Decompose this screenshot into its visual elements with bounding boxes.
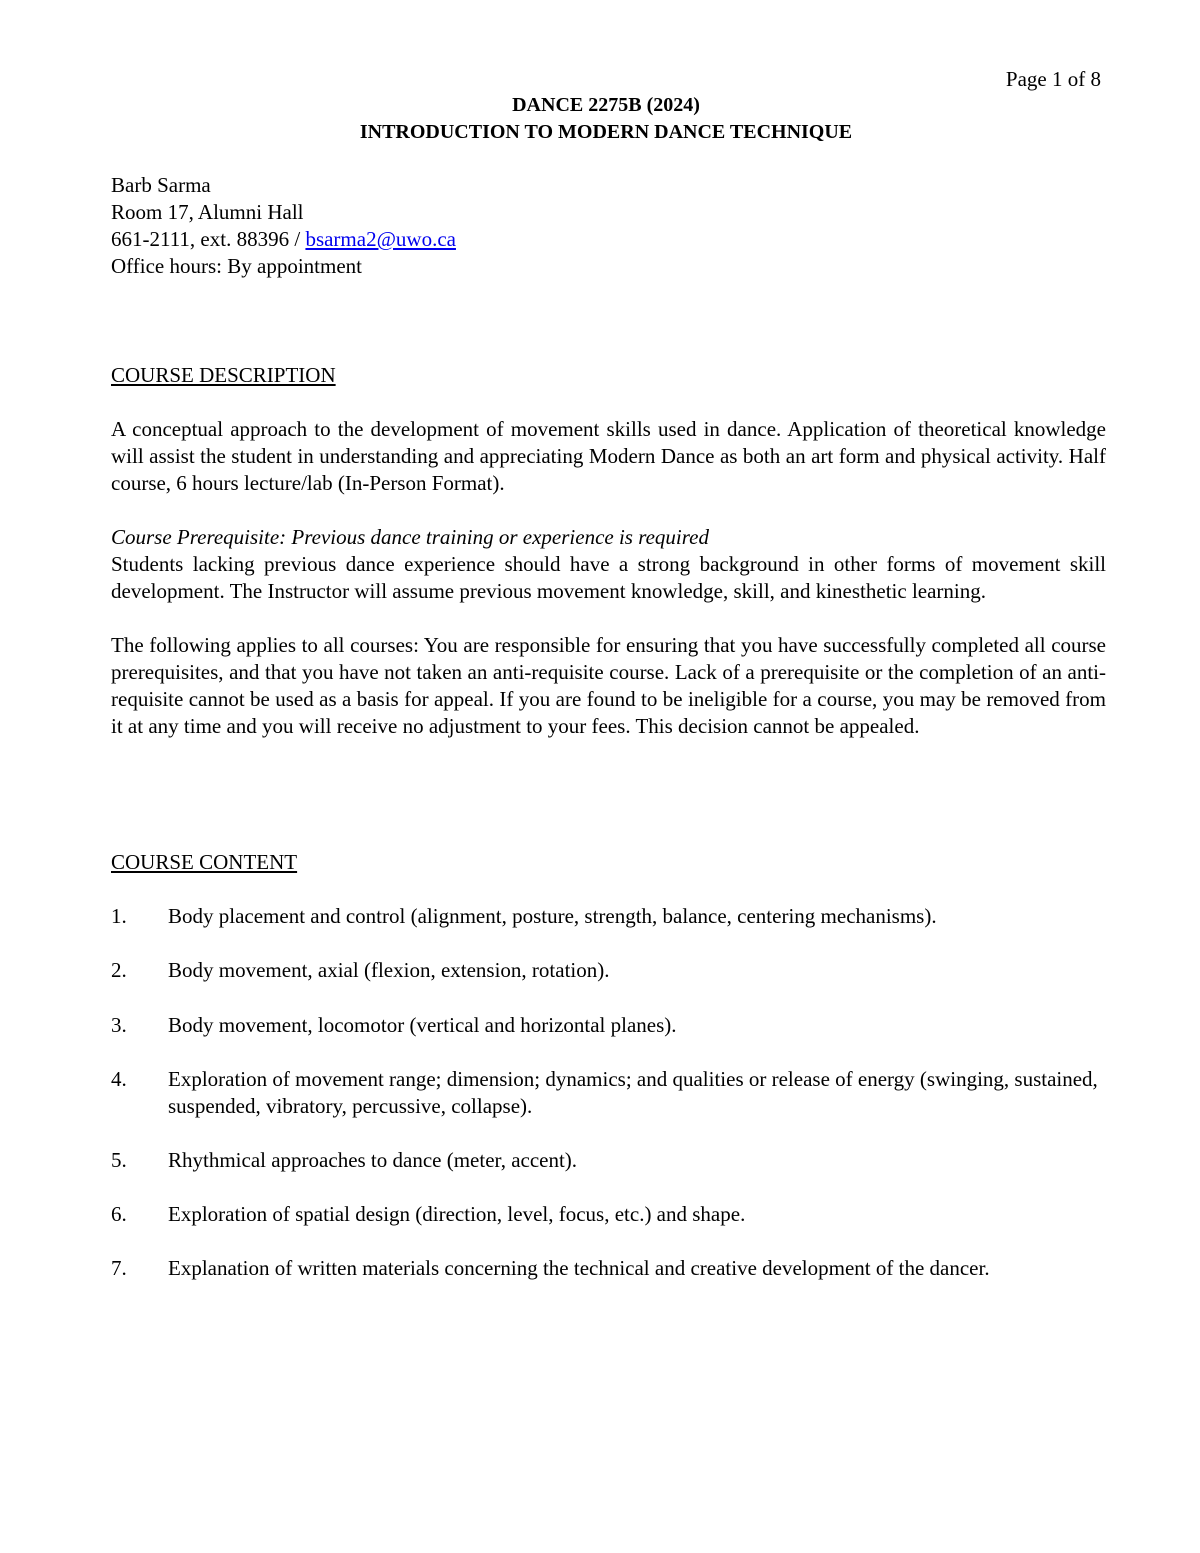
instructor-phone: 661-2111, ext. 88396 / [111,227,306,251]
prerequisite-block [111,524,1106,605]
policy-paragraph: The following applies to all courses: You are responsible for ensuring that you have successfully completed all course prerequisites, and that you have not taken an anti-requisite course. Lack of a prerequisite or the completion of an anti-requisite cannot be used as a basis for appeal. If you are found to be ineligible for a course, you may be removed from it at any time and you will receive no adjustment to your fees. This decision cannot be appealed. [111,633,1106,738]
list-item-text: Body movement, locomotor (vertical and horizontal planes). [168,1013,677,1037]
list-item-text: Exploration of movement range; dimension; dynamics; and qualities or release of energy (swinging, sustained, suspended, vibratory, percussive, collapse). [168,1067,1098,1118]
list-item-number: 6. [111,1202,127,1226]
course-description-heading [111,362,1106,389]
instructor-name: Barb Sarma [111,173,211,197]
office-hours: Office hours: By appointment [111,254,362,278]
list-item-number: 7. [111,1256,127,1280]
list-item-number: 4. [111,1067,127,1091]
list-item-text: Body placement and control (alignment, posture, strength, balance, centering mechanisms). [168,904,937,928]
list-item-number: 1. [111,904,127,928]
instructor-contact [111,226,456,253]
section-heading: COURSE CONTENT [111,850,298,874]
prerequisite-body: Students lacking previous dance experience should have a strong background in other forms of movement skill development. The Instructor will assume previous movement knowledge, skill, and kinesthetic learning. [111,552,1106,603]
title-block [0,92,1200,146]
list-item-text: Exploration of spatial design (direction, level, focus, etc.) and shape. [168,1202,746,1226]
prerequisite-label: Course Prerequisite: Previous dance training or experience is required [111,525,709,549]
course-title: INTRODUCTION TO MODERN DANCE TECHNIQUE [359,121,853,143]
section-heading: COURSE DESCRIPTION [111,363,336,387]
course-content-heading [111,849,1106,876]
course-description-body: A conceptual approach to the development of movement skills used in dance. Application of theoretical knowledge will assist the student in understanding and appreciating Modern Dance as both an art form and physical activity. Half course, 6 hours lecture/lab (In-Person Format). [111,417,1106,495]
instructor-email-link[interactable]: bsarma2@uwo.ca [305,227,456,251]
list-item-text: Rhythmical approaches to dance (meter, accent). [168,1148,578,1172]
list-item-number: 2. [111,958,127,982]
instructor-info [111,172,456,280]
instructor-room: Room 17, Alumni Hall [111,200,304,224]
list-item-number: 5. [111,1148,127,1172]
course-code: DANCE 2275B (2024) [512,94,700,116]
page-number: Page 1 of 8 [1005,67,1101,91]
list-item-number: 3. [111,1013,127,1037]
list-item-text: Explanation of written materials concerning the technical and creative development of the dancer. [168,1256,990,1280]
list-item-text: Body movement, axial (flexion, extension, rotation). [168,958,610,982]
